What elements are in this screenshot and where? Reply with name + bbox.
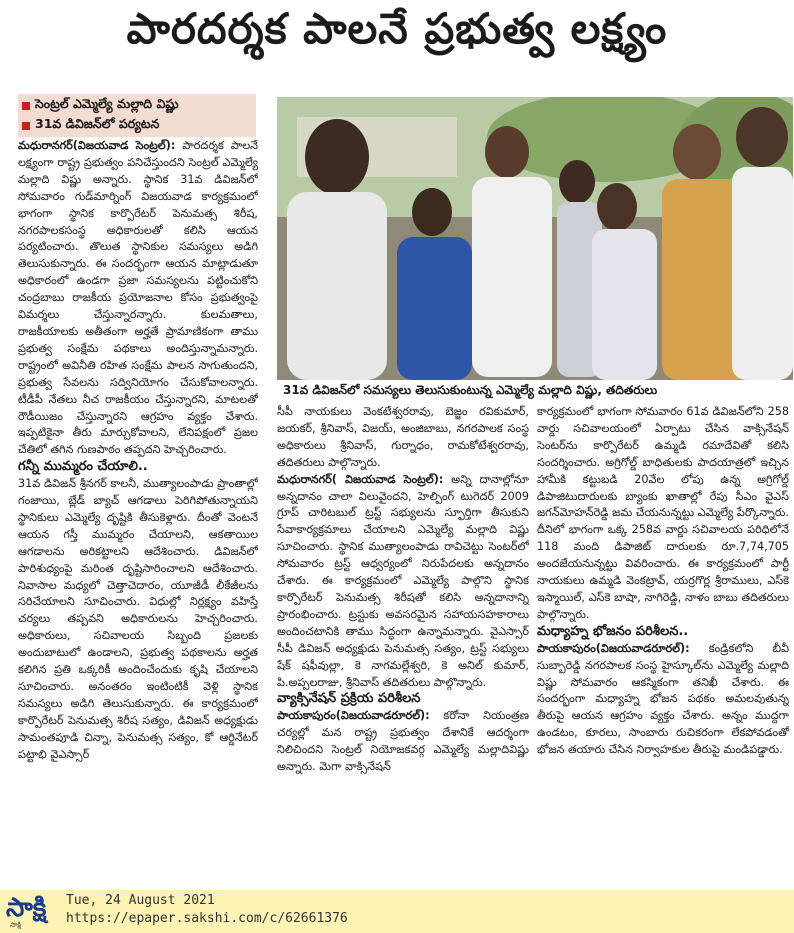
publish-date: Tue, 24 August 2021 — [66, 893, 215, 908]
dateline: పాయకాపురం(విజయవాడరూరల్): — [277, 709, 430, 723]
paragraph: అన్ని దానాల్లోనూ అన్నదానం చాలా విలువైందని, హెల్పింగ్ టుగెదర్ 2009 గ్రూప్ చారిటబుల్ ట్రస్ట్ సభ్యులను స్ఫూర్తిగా తీసుకుని సేవాకార్యక్రమాలు చేయాలని ఎమ్మెల్యే మల్లాది విష్ణు సూచించారు. స్థానిక ముత్యాలంపాడు రావిచెట్టు సెంటర్‌లో సోమవారం ట్రస్ట్ ఆధ్వర్యంలో నిరుపేదలకు అన్నదానం చేశారు. ఈ కార్యక్రమంలో ఎమ్మెల్యే పాల్గొని స్థానిక కార్పొరేటర్ పెనుమత్స శిరీషతో కలిసి అన్నదానాన్ని ప్రారంభించారు. ట్రస్టుకు అవసరమైన సహాయసహకారాలు అందించటానికి తాము సిద్ధంగా ఉన్నామన్నారు. వైఎస్సార్ సీపీ డివిజన్ అధ్యక్షుడు పెనుమత్స సత్యం, ట్రస్ట్ సభ్యులు షేక్ షఫీవుల్లా, కె నాగమల్లేశ్వరి, కె అనిల్ కుమార్, పి.అప్పలరాజు, శ్రీనివాస్ తదితరులు పాల్గొన్నారు. — [277, 472, 529, 689]
bullet-square-icon — [22, 122, 30, 130]
paragraph: కార్యక్రమంలో భాగంగా సోమవారం 61వ డివిజన్‌లోని 258 వార్డు సచివాలయంలో ఏర్పాటు చేసిన వాక్సినేషన్ సెంటర్‌ను కార్పొరేటర్ ఉమ్మడి రమాదేవితో కలిసి సందర్శించారు. అగ్రిగోల్డ్ బాధితులకు పాదయాత్రలో ఇచ్చిన హామీకి కట్టుబడి 20వేల లోపు ఉన్న అగ్రిగోల్డ్ డిపాజిటుదారులకు బ్యాంకు ఖాతాల్లో రేపు సీఎం వైఎస్ జగన్‌మోహన్‌రెడ్డి జమ చేయనున్నట్టు ఎమ్మెల్యే పేర్కొన్నారు. దీనిలో భాగంగా ఒక్క 258వ వార్డు సచివాలయ పరిధిలోనే 118 మంది డిపాజిట్ దారులకు రూ.7,74,705 అందజేయనున్నట్టు వివరించారు. ఈ కార్యక్రమంలో పార్టీ నాయకులు ఉమ్మడి వెంకట్రావ్, యర్రగొర్ల శ్రీరాములు, ఎస్‌కె ఇస్మాయిల్, ఎస్‌కె బాషా, నాగిరెడ్డి, నాళం బాబు తదితరులు పాల్గొన్నారు. — [537, 405, 789, 621]
dateline: మధురానగర్(విజయవాడ సెంట్రల్): — [18, 139, 176, 152]
kicker-text: 31వ డివిజన్‌లో పర్యటన — [35, 116, 160, 131]
crowd-photo-illustration — [277, 97, 793, 380]
sakshi-logo[interactable] — [6, 893, 60, 929]
kicker-2 — [18, 114, 256, 137]
paragraph: కరోనా నియంత్రణ చర్యల్లో మన రాష్ట్ర ప్రభుత్వం దేశానికే ఆదర్శంగా నిలిచిందని సెంట్రల్ నియోజకవర్గ ఎమ్మెల్యే మల్లాదివిష్ణు అన్నారు. మెగా వాక్సినేషన్ — [277, 709, 529, 774]
dateline: పాయకాపురం(విజయవాడరూరల్): — [537, 641, 690, 655]
logo-subtext: సాక్షి — [10, 921, 21, 929]
article-column-1 — [18, 138, 258, 888]
subhead: వ్యాక్సినేషన్ ప్రక్రియ పరిశీలన — [277, 691, 421, 707]
kicker-text: సెంట్రల్ ఎమ్మెల్యే మల్లాది విష్ణు — [35, 96, 179, 111]
headline: పారదర్శక పాలనే ప్రభుత్వ లక్ష్యం — [126, 4, 668, 53]
subhead: గన్నీ ముమ్మరం చేయాలి.. — [18, 459, 148, 475]
footer-bar — [0, 890, 794, 933]
bullet-square-icon — [22, 102, 30, 110]
logo-text: సాక్షి — [6, 893, 47, 923]
photo-caption: 31వ డివిజన్‌లో సమస్యలు తెలుసుకుంటున్న ఎమ్మెల్యే మల్లాది విష్ణు, తదితరులు — [277, 380, 793, 402]
subhead: మధ్యాహ్న భోజనం పరిశీలన.. — [537, 623, 689, 639]
paragraph: కండ్రికలోని బీవీ సుబ్బారెడ్డి నగరపాలక సంస్థ హైస్కూల్‌ను ఎమ్మెల్యే మల్లాది విష్ణు సోమవారం ఆకస్మికంగా తనిఖీ చేశారు. ఈ సందర్భంగా మధ్యాహ్న భోజన పథకం అమలవుతున్న తీరుపై ఆయన ఆగ్రహం వ్యక్తం చేశారు. అన్నం ముద్దగా ఉండటం, కూరలు, సాంబారు రుచికరంగా లేకపోవడంతో భోజన తయారు చేసిన నిర్వాహకుల తీరుపై మండిపడ్డారు. — [537, 641, 789, 757]
paragraph: సీపీ నాయకులు వెంకటేశ్వరరావు, బెజ్జం రవికుమార్, జయకర్, శ్రీనివాస్, విజయ్, అంజిబాబు, నగరపాలక సంస్థ అధికారులు శ్రీనివాస్, గుర్నాధం, రామకోటేశ్వరరావు, తదితరులు పాల్గొన్నారు. — [277, 405, 529, 469]
article-column-2 — [277, 404, 529, 888]
paragraph: 31వ డివిజన్ శ్రీనగర్ కాలనీ, ముత్యాలంపాడు ప్రాంతాల్లో గంజాయి, బ్లేడ్ బ్యాచ్ ఆగడాలు పెరిగిపోతున్నాయని స్థానికులు ఎమ్మెల్యే దృష్టికి తీసుకెళ్లారు. దీంతో వెంటనే ఆయన గస్తీ ముమ్మరం చేయాలని, ఆకతాయిల ఆగడాలను అరికట్టాలని ఆదేశించారు. డివిజన్‌లో పారిశుధ్యంపై మరింత దృష్టిసారించాలని ఆదేశించారు. నివాసాల మధ్యలో చెత్తాచెదారం, యూజీడీ లీకేజీలను సరిచేయాలని సూచించారు. విధుల్లో నిర్లక్ష్యం వహిస్తే చర్యలు తప్పవని అధికారులను హెచ్చరించారు. అధికారులు, సచివాలయ సిబ్బంది ప్రజలకు అందుబాటులో ఉండాలని, ప్రభుత్వ పథకాలను అర్హత కలిగిన ప్రతి ఒక్కరికీ అందించేందుకు కృషి చేయాలని సూచించారు. అనంతరం ఇంటింటికీ వెళ్లి స్థానిక సమస్యలు అడిగి తెలుసుకున్నారు. ఈ కార్యక్రమంలో కార్పొరేటర్ పెనుమత్స శిరీష సత్యం, డివిజన్ అధ్యక్షుడు సామంతపూడి చిన్నా, పెనుమత్స సత్యం, కో ఆర్డినేటర్ పట్టాభి వైఎస్సార్ — [18, 477, 258, 761]
epaper-link[interactable]: https://epaper.sakshi.com/c/62661376 — [66, 911, 348, 926]
dateline: మధురానగర్( విజయవాడ సెంట్రల్): — [277, 472, 444, 486]
article-column-3 — [537, 404, 789, 888]
paragraph: పారదర్శక పాలనే లక్ష్యంగా రాష్ట్ర ప్రభుత్వం పనిచేస్తుందని సెంట్రల్ ఎమ్మెల్యే మల్లాది విష్ణు అన్నారు. స్థానిక 31వ డివిజన్‌లో సోమవారం గుడ్‌మార్నింగ్ విజయవాడ కార్యక్రమంలో భాగంగా స్థానిక కార్పొరేటర్ పెనుమత్స శిరీష, నగరపాలకసంస్థ అధికారులతో కలిసి ఆయన పర్యటించారు. తొలుత స్థానికుల సమస్యలు అడిగి తెలుసుకున్నారు. ఈ సందర్భంగా ఆయన మాట్లాడుతూ అధికారంలో ఉండగా ప్రజా సమస్యలను పట్టించుకోని చంద్రబాబు రాజకీయ ప్రయోజనాల కోసం ప్రభుత్వంపై విమర్శలు చేస్తున్నారన్నారు. కులమతాలు, రాజకీయాలకు అతీతంగా అర్హతే ప్రామాణికంగా తాము ప్రభుత్వ సంక్షేమ పథకాలు అందిస్తున్నామన్నారు. రాష్ట్రంలో అవినీతి రహిత సంక్షేమ పాలన సాగుతుందని, ప్రభుత్వ సేవలను సద్వినియోగం చేసుకోవాలన్నారు. టీడీపీ నేతలు నీచ రాజకీయం చేస్తున్నారని, మాటలతో రౌడీయిజం చేస్తున్నారని ఆగ్రహం వ్యక్తం చేశారు. ఇప్పటికైనా తీరు మార్చుకోవాలని, లేనిపక్షంలో ప్రజల చేతిలో తగిన గుణపాఠం తప్పదని హెచ్చరించారు. — [18, 139, 258, 457]
news-photo — [277, 97, 793, 380]
